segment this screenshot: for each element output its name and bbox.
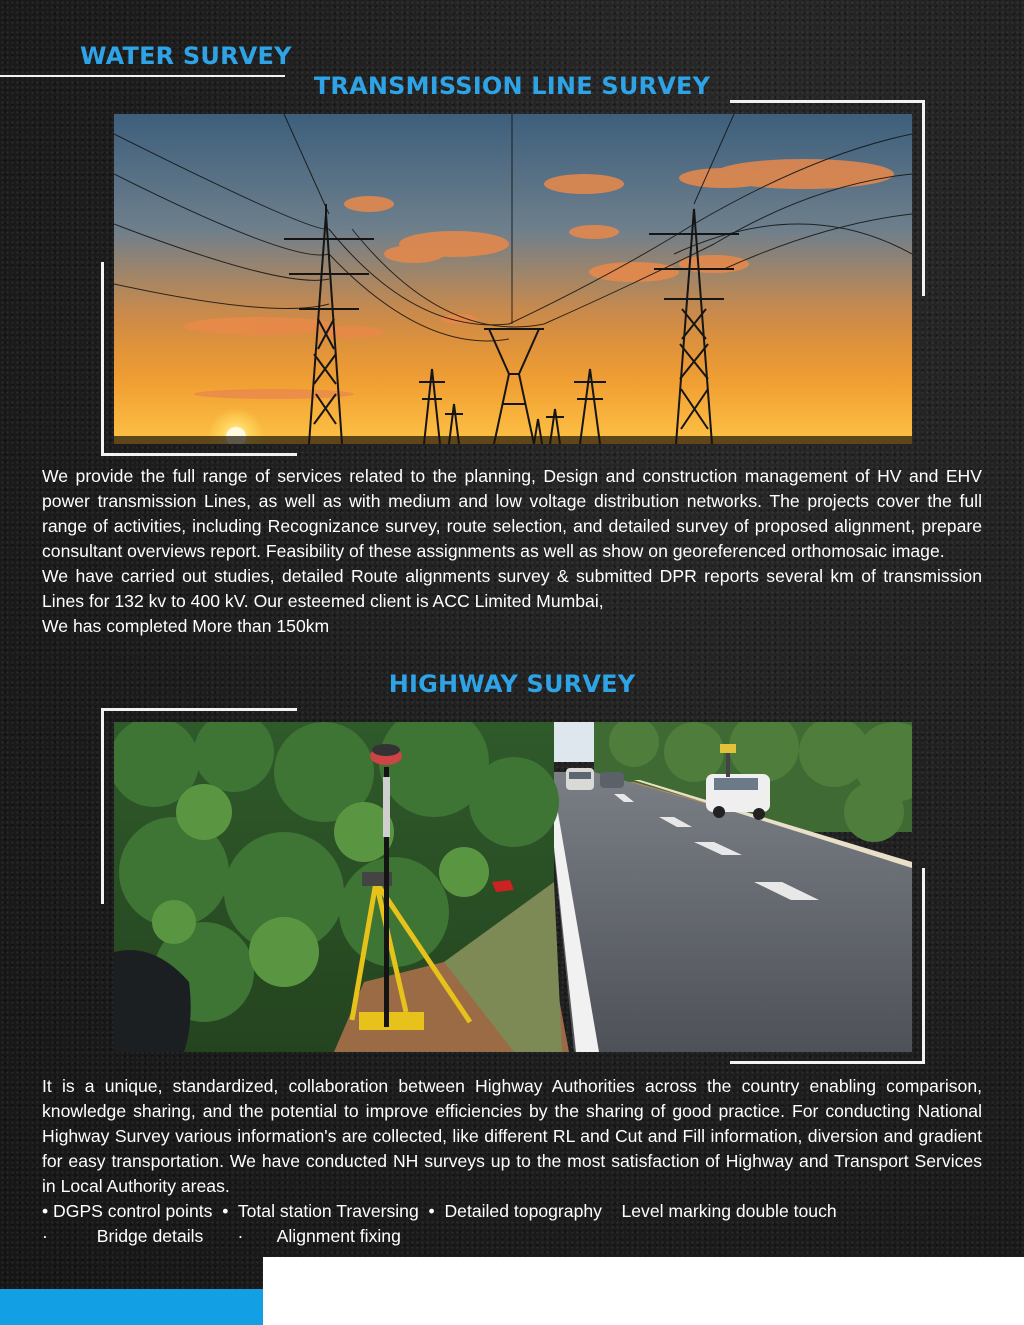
- frame-bottom-left-v: [101, 262, 104, 456]
- footer-blue-bar: [0, 1289, 263, 1325]
- frame-top-right-v: [922, 100, 925, 296]
- frame-top-left-v: [101, 708, 104, 904]
- highway-bullets-line-1: • DGPS control points • Total station Traversing • Detailed topography Level marking double touch: [42, 1201, 837, 1221]
- frame-top-left-h: [101, 708, 297, 711]
- transmission-towers-sunset-photo: [114, 114, 912, 444]
- frame-bottom-right-h: [730, 1061, 925, 1064]
- transmission-paragraph-3: We has completed More than 150km: [42, 616, 330, 636]
- highway-bullets-line-2: · Bridge details · Alignment fixing: [42, 1226, 401, 1246]
- transmission-description: [42, 464, 982, 639]
- frame-bottom-right-v: [922, 868, 925, 1064]
- highway-survey-heading: HIGHWAY SURVEY: [388, 670, 636, 698]
- frame-top-right-h: [730, 100, 925, 103]
- highway-paragraph: It is a unique, standardized, collaboration between Highway Authorities across the country enabling comparison, knowledge sharing, and the potential to improve efficiencies by the sharing of good practice. For conducting National Highway Survey various information's are collected, like different RL and Cut and Fill information, diversion and gradient for easy transportation. We have conducted NH surveys up to the most satisfaction of Highway and Transport Services in Local Authority areas.: [42, 1076, 982, 1196]
- frame-bottom-left-h: [101, 453, 297, 456]
- highway-gps-survey-photo: [114, 722, 912, 1052]
- footer-white-panel: [263, 1257, 1024, 1325]
- transmission-paragraph-2: We have carried out studies, detailed Route alignments survey & submitted DPR reports several km of transmission Lines for 132 kv to 400 kV. Our esteemed client is ACC Limited Mumbai,: [42, 566, 982, 611]
- water-survey-heading: WATER SURVEY: [80, 42, 292, 70]
- transmission-paragraph-1: We provide the full range of services related to the planning, Design and construction management of HV and EHV power transmission Lines, as well as with medium and low voltage distribution networks. The projects cover the full range of activities, including Recognizance survey, route selection, and detailed survey of proposed alignment, prepare consultant overviews report. Feasibility of these assignments as well as show on georeferenced orthomosaic image.: [42, 466, 982, 561]
- transmission-survey-heading: TRANSMISSION LINE SURVEY: [313, 72, 711, 100]
- highway-description: [42, 1074, 982, 1249]
